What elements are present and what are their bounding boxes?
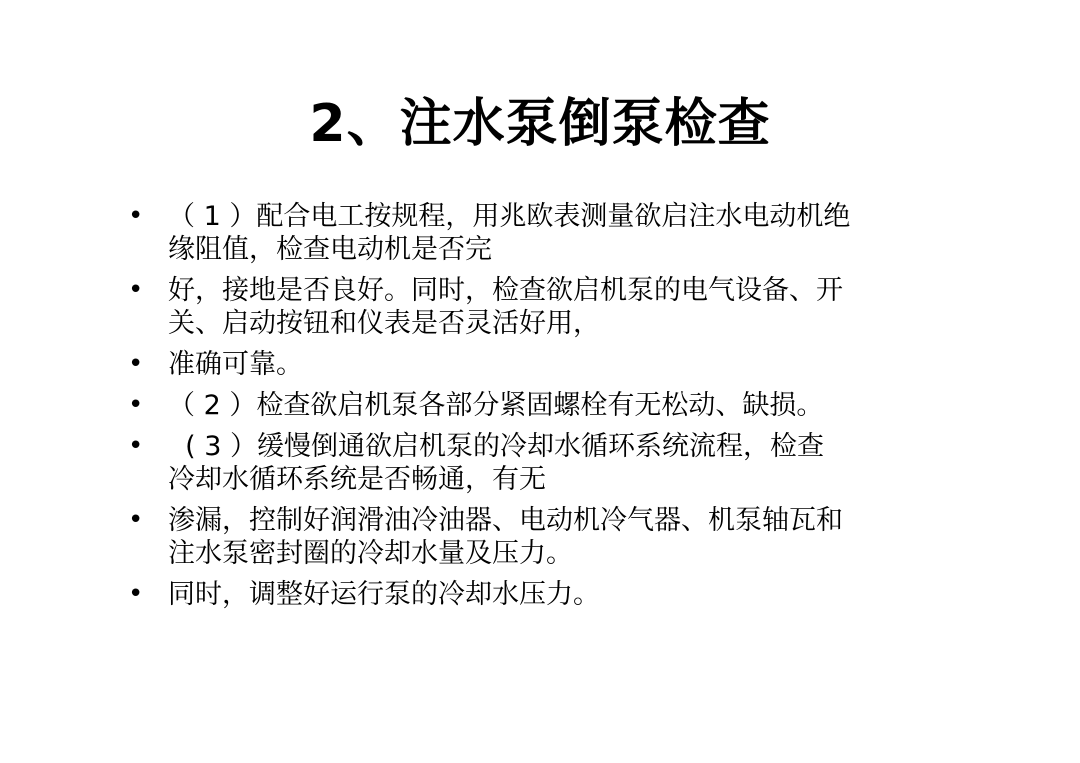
bullet-item [128,430,958,496]
bullet-item [128,578,958,611]
bullet-text: （ 2 ）检查欲启机泵各部分紧固螺栓有无松动、缺损。 [168,390,824,421]
bullet-text: ( 3 ）缓慢倒通欲启机泵的冷却水循环系统流程，检查 冷却水循环系统是否畅通，有无 [168,431,825,495]
bullet-item [128,274,958,340]
bullet-text: 准确可靠。 [168,349,303,380]
bullet-point-icon: • [128,390,144,420]
bullet-list [128,200,958,619]
bullet-point-icon: • [128,275,144,305]
slide-title: 2、注水泵倒泵检查 [309,94,771,154]
bullet-text: （ 1 ）配合电工按规程，用兆欧表测量欲启注水电动机绝 缘阻值，检查电动机是否完 [168,201,851,265]
bullet-item [128,389,958,422]
bullet-point-icon: • [128,505,144,535]
bullet-text: 好，接地是否良好。同时，检查欲启机泵的电气设备、开 关、启动按钮和仪表是否灵活好用， [168,275,843,339]
bullet-point-icon: • [128,201,144,231]
bullet-item [128,504,958,570]
bullet-point-icon: • [128,579,144,609]
bullet-text: 渗漏，控制好润滑油冷油器、电动机冷气器、机泵轴瓦和 注水泵密封圈的冷却水量及压力。 [168,505,843,569]
bullet-text: 同时，调整好运行泵的冷却水压力。 [168,579,600,610]
bullet-item [128,348,958,381]
bullet-point-icon: • [128,431,144,461]
bullet-point-icon: • [128,349,144,379]
bullet-item [128,200,958,266]
